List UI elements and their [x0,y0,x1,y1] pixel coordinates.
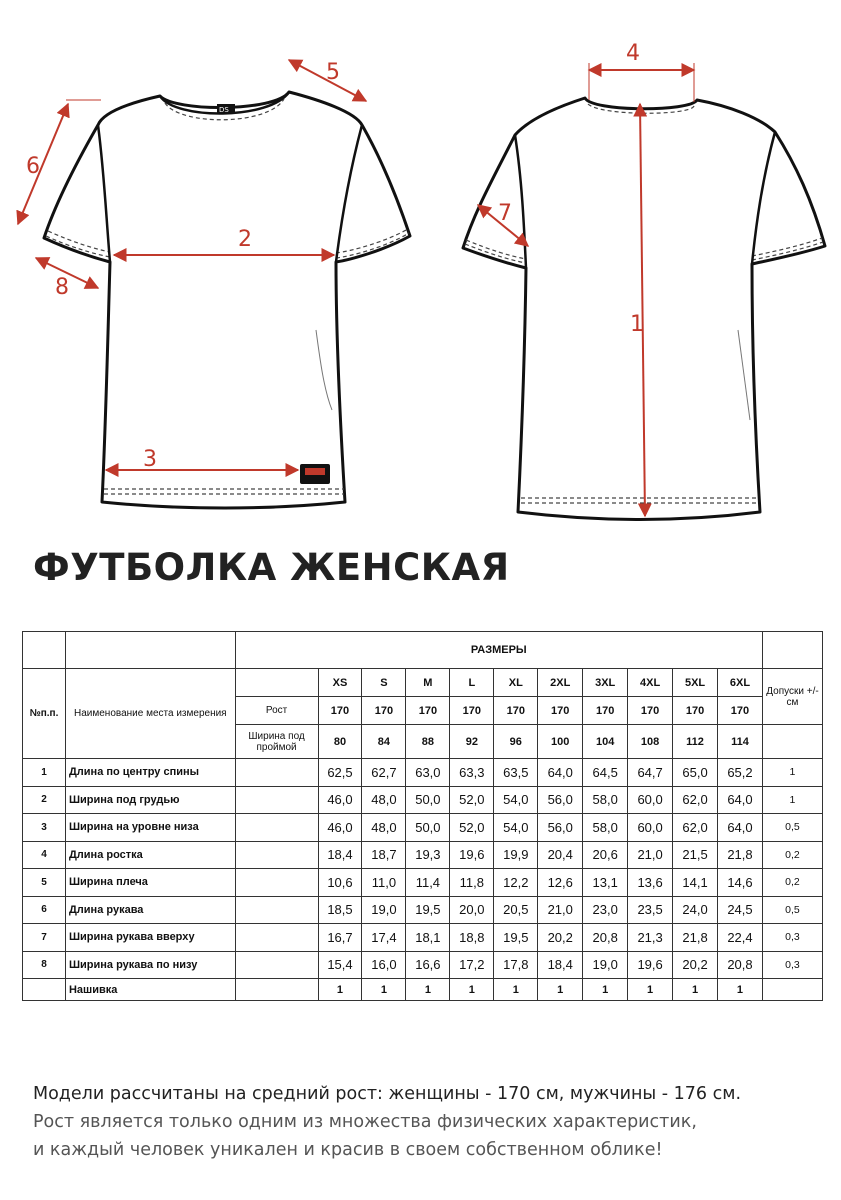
tolerance-cell: 0,3 [762,951,822,979]
value-cell: 12,6 [538,869,583,897]
value-cell: 21,8 [673,924,718,952]
row-name: Длина по центру спины [65,759,235,787]
tolerance-cell: 0,2 [762,841,822,869]
value-cell: 58,0 [583,786,628,814]
value-cell: 24,0 [673,896,718,924]
chest-cell: 108 [628,725,673,759]
height-cell: 170 [583,697,628,725]
value-cell: 1 [718,979,763,1001]
value-cell: 19,6 [450,841,494,869]
col-name-header: Наименование места измерения [65,669,235,759]
row-spacer [235,786,318,814]
size-header: 6XL [718,669,763,697]
value-cell: 22,4 [718,924,763,952]
value-cell: 62,0 [673,786,718,814]
value-cell: 63,5 [494,759,538,787]
value-cell: 19,3 [406,841,450,869]
sizes-header: РАЗМЕРЫ [235,632,762,669]
value-cell: 48,0 [362,786,406,814]
value-cell: 17,8 [494,951,538,979]
value-cell: 65,0 [673,759,718,787]
note-line-3: и каждый человек уникален и красив в своем собственном облике! [33,1140,663,1160]
table-row [23,786,823,814]
value-cell: 1 [318,979,362,1001]
value-cell: 1 [494,979,538,1001]
row-name: Ширина плеча [65,869,235,897]
row-number: 6 [23,896,66,924]
size-header: 3XL [583,669,628,697]
value-cell: 20,8 [583,924,628,952]
row-name: Ширина рукава по низу [65,951,235,979]
height-cell: 170 [628,697,673,725]
label-5: 5 [326,60,340,85]
value-cell: 1 [450,979,494,1001]
value-cell: 20,8 [718,951,763,979]
value-cell: 17,4 [362,924,406,952]
height-label: Рост [235,697,318,725]
label-2: 2 [238,227,252,252]
table-row [23,951,823,979]
value-cell: 21,0 [538,896,583,924]
size-header: 4XL [628,669,673,697]
row-number: 2 [23,786,66,814]
value-cell: 17,2 [450,951,494,979]
size-header: M [406,669,450,697]
value-cell: 52,0 [450,786,494,814]
row-spacer [235,869,318,897]
row-number: 4 [23,841,66,869]
note-line-2: Рост является только одним из множества физических характеристик, [33,1112,697,1132]
row-name: Нашивка [65,979,235,1001]
notes [33,1080,833,1164]
value-cell: 65,2 [718,759,763,787]
chest-cell: 100 [538,725,583,759]
chest-cell: 84 [362,725,406,759]
tolerance-spacer [762,725,822,759]
row-number: 3 [23,814,66,842]
value-cell: 48,0 [362,814,406,842]
row-name: Длина рукава [65,896,235,924]
row-name: Ширина под грудью [65,786,235,814]
value-cell: 62,0 [673,814,718,842]
row-name: Длина ростка [65,841,235,869]
tolerance-cell: 0,5 [762,896,822,924]
value-cell: 16,6 [406,951,450,979]
value-cell: 20,4 [538,841,583,869]
value-cell: 62,7 [362,759,406,787]
tolerance-cell: 1 [762,786,822,814]
value-cell: 19,5 [494,924,538,952]
value-cell: 19,5 [406,896,450,924]
row-spacer [235,814,318,842]
value-cell: 23,5 [628,896,673,924]
value-cell: 20,5 [494,896,538,924]
value-cell: 64,7 [628,759,673,787]
height-cell: 170 [318,697,362,725]
value-cell: 19,9 [494,841,538,869]
height-cell: 170 [450,697,494,725]
value-cell: 21,0 [628,841,673,869]
height-cell: 170 [673,697,718,725]
svg-text:DS: DS [219,106,229,114]
page-title: ФУТБОЛКА ЖЕНСКАЯ [33,546,510,589]
value-cell: 16,7 [318,924,362,952]
hem-patch [300,464,330,484]
height-cell: 170 [362,697,406,725]
value-cell: 20,2 [538,924,583,952]
height-cell: 170 [406,697,450,725]
value-cell: 64,0 [718,814,763,842]
value-cell: 13,6 [628,869,673,897]
size-header: S [362,669,406,697]
height-cell: 170 [494,697,538,725]
value-cell: 64,0 [538,759,583,787]
value-cell: 10,6 [318,869,362,897]
col-tolerance-header: Допуски +/- см [762,669,822,725]
row-number: 5 [23,869,66,897]
row-number [23,979,66,1001]
tolerance-cell [762,979,822,1001]
label-3: 3 [143,447,157,472]
value-cell: 46,0 [318,814,362,842]
value-cell: 14,6 [718,869,763,897]
value-cell: 15,4 [318,951,362,979]
value-cell: 19,6 [628,951,673,979]
value-cell: 18,5 [318,896,362,924]
size-header: 5XL [673,669,718,697]
table-row [23,814,823,842]
table-row [23,759,823,787]
row-number: 7 [23,924,66,952]
neck-label-logo [217,104,235,114]
tolerance-cell: 1 [762,759,822,787]
value-cell: 46,0 [318,786,362,814]
value-cell: 63,0 [406,759,450,787]
row-spacer [235,951,318,979]
table-row [23,896,823,924]
note-line-1: Модели рассчитаны на средний рост: женщины - 170 см, мужчины - 176 см. [33,1084,742,1104]
label-7: 7 [498,201,512,226]
value-cell: 62,5 [318,759,362,787]
value-cell: 21,5 [673,841,718,869]
chest-label: Ширина под проймой [235,725,318,759]
value-cell: 12,2 [494,869,538,897]
value-cell: 1 [406,979,450,1001]
tolerance-cell: 0,5 [762,814,822,842]
value-cell: 18,4 [538,951,583,979]
height-cell: 170 [718,697,763,725]
row-spacer [235,841,318,869]
size-table [22,631,823,1001]
value-cell: 18,8 [450,924,494,952]
tolerance-cell: 0,2 [762,869,822,897]
table-row-patch [23,979,823,1001]
value-cell: 23,0 [583,896,628,924]
table-row [23,869,823,897]
chest-cell: 114 [718,725,763,759]
value-cell: 56,0 [538,786,583,814]
value-cell: 20,0 [450,896,494,924]
label-8: 8 [55,275,69,300]
table-row [23,841,823,869]
size-header: 2XL [538,669,583,697]
chest-cell: 112 [673,725,718,759]
value-cell: 16,0 [362,951,406,979]
chest-cell: 92 [450,725,494,759]
value-cell: 60,0 [628,814,673,842]
value-cell: 20,2 [673,951,718,979]
value-cell: 1 [362,979,406,1001]
value-cell: 60,0 [628,786,673,814]
size-header: L [450,669,494,697]
row-spacer [235,759,318,787]
value-cell: 19,0 [583,951,628,979]
value-cell: 18,7 [362,841,406,869]
value-cell: 1 [583,979,628,1001]
value-cell: 21,8 [718,841,763,869]
value-cell: 18,4 [318,841,362,869]
chest-cell: 104 [583,725,628,759]
value-cell: 24,5 [718,896,763,924]
chest-cell: 88 [406,725,450,759]
label-4: 4 [626,41,640,66]
value-cell: 20,6 [583,841,628,869]
value-cell: 11,8 [450,869,494,897]
height-cell: 170 [538,697,583,725]
row-spacer [235,896,318,924]
value-cell: 50,0 [406,814,450,842]
value-cell: 52,0 [450,814,494,842]
value-cell: 54,0 [494,786,538,814]
tshirt-technical-drawing [0,0,841,540]
value-cell: 21,3 [628,924,673,952]
value-cell: 11,4 [406,869,450,897]
label-1: 1 [630,312,644,337]
tolerance-cell: 0,3 [762,924,822,952]
row-name: Ширина на уровне низа [65,814,235,842]
chest-cell: 80 [318,725,362,759]
value-cell: 11,0 [362,869,406,897]
size-header: XL [494,669,538,697]
value-cell: 13,1 [583,869,628,897]
row-number: 8 [23,951,66,979]
value-cell: 54,0 [494,814,538,842]
value-cell: 1 [628,979,673,1001]
row-number: 1 [23,759,66,787]
value-cell: 50,0 [406,786,450,814]
col-no-header: №п.п. [23,669,66,759]
value-cell: 14,1 [673,869,718,897]
value-cell: 56,0 [538,814,583,842]
value-cell: 63,3 [450,759,494,787]
value-cell: 19,0 [362,896,406,924]
size-header: XS [318,669,362,697]
label-6: 6 [26,154,40,179]
row-spacer [235,924,318,952]
value-cell: 64,0 [718,786,763,814]
value-cell: 1 [538,979,583,1001]
row-name: Ширина рукава вверху [65,924,235,952]
chest-cell: 96 [494,725,538,759]
table-row [23,924,823,952]
value-cell: 18,1 [406,924,450,952]
value-cell: 58,0 [583,814,628,842]
value-cell: 1 [673,979,718,1001]
row-spacer [235,979,318,1001]
value-cell: 64,5 [583,759,628,787]
